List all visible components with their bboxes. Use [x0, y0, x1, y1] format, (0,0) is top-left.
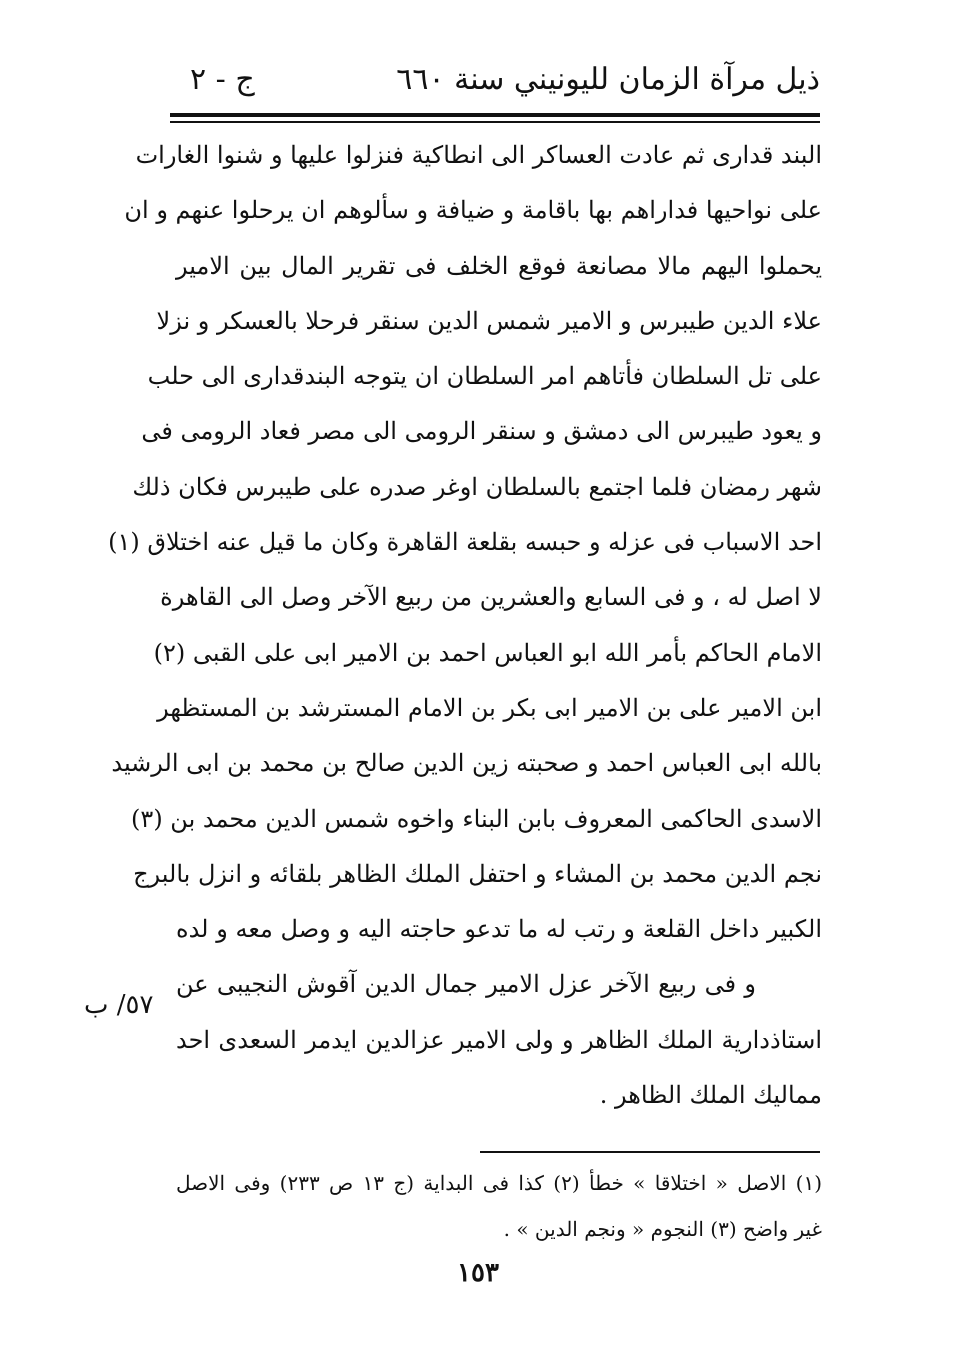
running-header	[170, 58, 820, 106]
footnote-line: (١) الاصل « اختلاقا » خطأ (٢) كذا فى البداية (ج ١٣ ص ٢٣٣) وفى الاصل	[176, 1171, 823, 1195]
text-line: و يعود طيبرس الى دمشق و سنقر الرومى الى مصر فعاد الرومى فى	[141, 417, 822, 446]
text-line: البند قدارى ثم عادت العساكر الى انطاكية فنزلوا عليها و شنوا الغارات	[135, 141, 822, 169]
footnotes	[176, 1160, 822, 1252]
text-line: الكبير داخل القلعة و رتب له ما تدعو حاجته اليه و وصل معه و لده	[176, 915, 822, 944]
footnote-line: غير واضح (٣) النجوم « ونجم الدين » .	[503, 1217, 822, 1241]
header-rule-thick	[170, 113, 820, 117]
header-rule-thin	[170, 121, 820, 123]
manuscript-folio-note: ٥٧/ ب	[84, 990, 154, 1020]
text-line: يحملوا اليهم مالا مصانعة فوقع الخلف فى تقرير المال بين الامير	[176, 251, 822, 280]
text-line: على نواحيها فداراهم بها باقامة و ضيافة و سألوهم ان يرحلوا عنهم و ان	[124, 196, 822, 225]
running-title: ذيل مرآة الزمان لليونيني سنة ٦٦٠	[396, 62, 820, 97]
text-line: نجم الدين محمد بن المشاء و احتفل الملك الظاهر بلقائه و انزل بالبرج	[133, 859, 822, 888]
volume-label: ج - ٢	[190, 62, 255, 97]
footnote-rule	[480, 1151, 820, 1153]
text-line: احد الاسباب فى عزله و حبسه بقلعة القاهرة وكان ما قيل عنه اختلاق (١)	[108, 528, 822, 557]
text-line: الاسدى الحاكمى المعروف بابن البناء واخوه شمس الدين محمد بن (٣)	[131, 804, 822, 833]
page-number: ١٥٣	[457, 1258, 499, 1288]
text-line: ابن الامير على بن الامير ابى بكر بن الامام المسترشد بن المستظهر	[157, 693, 822, 722]
text-line-paragraph-start: و فى ربيع الآخر عزل الامير جمال الدين آقوش النجيبى عن	[176, 970, 756, 999]
text-line: بالله ابى العباس احمد و صحبته زين الدين صالح بن محمد بن ابى الرشيد	[111, 749, 822, 778]
text-line-paragraph-end: مماليك الملك الظاهر .	[599, 1081, 822, 1110]
text-line: الامام الحاكم بأمر الله ابو العباس احمد بن الامير ابى على القبى (٢)	[153, 638, 822, 667]
text-line: استاذدارية الملك الظاهر و ولى الامير عزالدين ايدمر السعدى احد	[176, 1025, 822, 1054]
text-line: علاء الدين طيبرس و الامير شمس الدين سنقر فرحلا بالعسكر و نزلا	[156, 306, 822, 335]
text-line: لا اصل له ، و فى السابع والعشرين من ربيع الآخر وصل الى القاهرة	[160, 583, 822, 612]
text-line: على تل السلطان فأتاهم امر السلطان ان يتوجه البندقدارى الى حلب	[147, 362, 822, 391]
text-line: شهر رمضان فلما اجتمع بالسلطان اوغر صدره على طيبرس فكان ذلك	[132, 472, 822, 501]
